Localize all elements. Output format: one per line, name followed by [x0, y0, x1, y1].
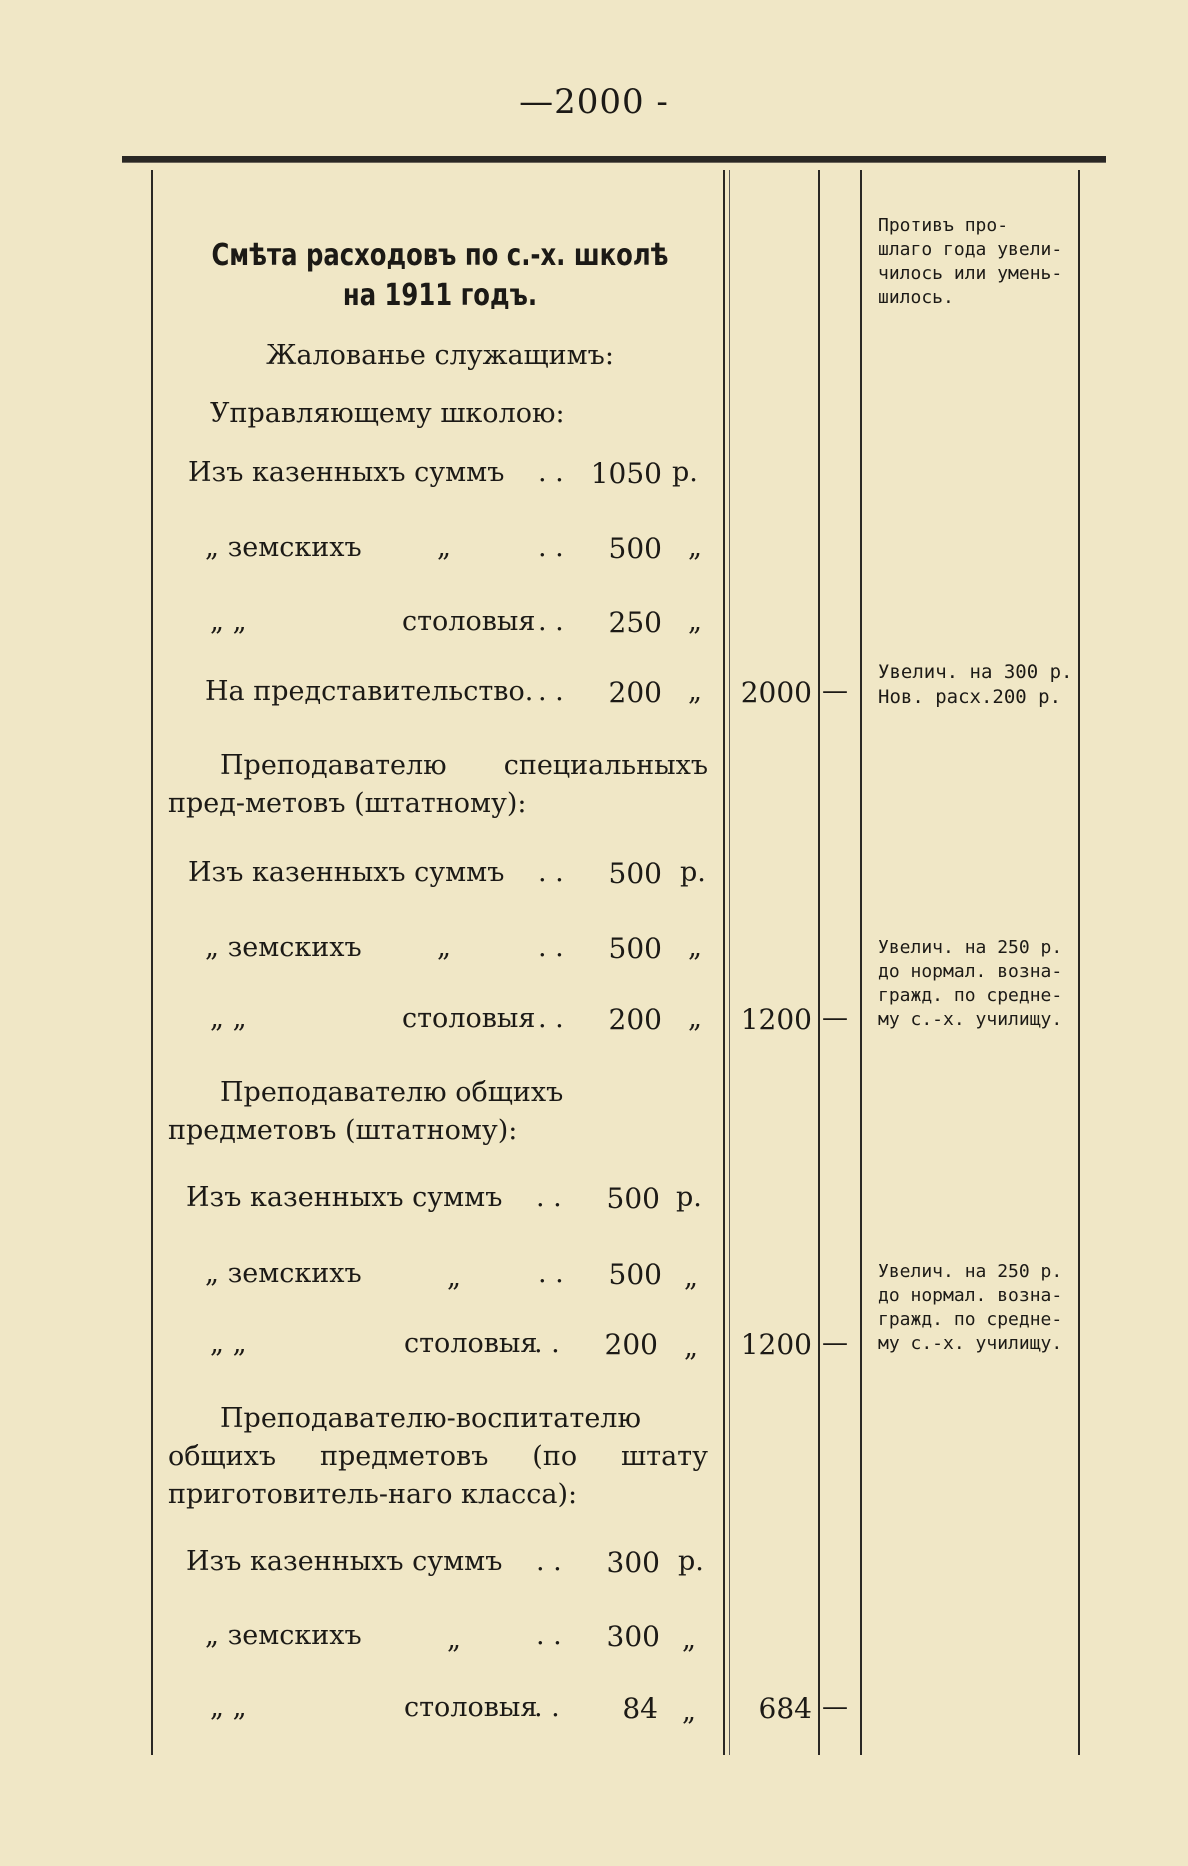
group-heading: Преподавателю общихъ предметовъ (штатному):: [168, 1077, 564, 1146]
row-label: „ „: [210, 1328, 247, 1359]
row-unit: р.: [680, 857, 706, 888]
row-label: „ „: [210, 606, 247, 637]
row-value: 300: [606, 1546, 660, 1579]
column-rule-dash-right: [860, 170, 862, 1755]
row-unit: „: [688, 932, 702, 963]
row-unit: р.: [676, 1182, 702, 1213]
row-label: „ „: [210, 1003, 247, 1034]
group-dash: —: [822, 676, 848, 706]
group-note: Увелич. на 300 р. Нов. расх.200 р.: [878, 661, 1073, 708]
row-dots: . .: [536, 1182, 562, 1213]
group-heading: Управляющему школою:: [210, 398, 565, 429]
column-rule-total-right: [818, 170, 820, 1755]
row-unit: „: [684, 1332, 698, 1363]
row-label: „ земскихъ: [205, 1258, 362, 1289]
row-value: 500: [608, 857, 662, 890]
row-unit: р.: [672, 457, 698, 488]
row-value: 500: [606, 1182, 660, 1215]
row-label: На представительство.: [205, 676, 534, 707]
row-label: Изъ казенныхъ суммъ: [188, 457, 505, 488]
group-dash: —: [822, 1003, 848, 1033]
row-value: 500: [608, 932, 662, 965]
row-dots: . .: [538, 457, 564, 488]
row-unit: р.: [678, 1546, 704, 1577]
row-value: 300: [606, 1620, 660, 1653]
row-label: „ земскихъ: [205, 532, 362, 563]
row-label: „ „: [210, 1692, 247, 1723]
row-dots: . .: [538, 932, 564, 963]
row-value: 250: [608, 606, 662, 639]
group-note: Увелич. на 250 р. до нормал. возна- гражд. по средне- му с.-х. училищу.: [878, 1261, 1063, 1354]
row-unit: „: [688, 532, 702, 563]
row-label: „ земскихъ: [205, 932, 362, 963]
group-dash: —: [822, 1328, 848, 1358]
row-dots: . .: [534, 1692, 560, 1723]
row-unit: „: [688, 676, 702, 707]
row-label: „ земскихъ: [205, 1620, 362, 1651]
row-ditto: „: [437, 932, 451, 963]
group-heading: Преподавателю специальныхъ пред-метовъ (штатному):: [168, 750, 708, 819]
row-dots: . .: [538, 857, 564, 888]
row-sub: столовыя: [404, 1328, 538, 1359]
row-value: 200: [608, 676, 662, 709]
row-unit: „: [684, 1262, 698, 1293]
row-value: 1050: [590, 457, 662, 490]
column-rule-text-right: [723, 170, 725, 1755]
row-ditto: „: [447, 1624, 461, 1655]
group-total: 2000: [740, 676, 812, 709]
group-total: 1200: [740, 1003, 812, 1036]
row-dots: . .: [538, 606, 564, 637]
row-unit: „: [688, 606, 702, 637]
row-dots: . .: [538, 676, 564, 707]
column-rule-left: [151, 170, 153, 1755]
group-note: Увелич. на 250 р. до нормал. возна- гражд. по средне- му с.-х. училищу.: [878, 937, 1063, 1030]
row-dots: . .: [536, 1546, 562, 1577]
row-unit: „: [688, 1003, 702, 1034]
note-column-header: Противъ про- шлаго года увели- чилось или умень- шилось.: [878, 215, 1063, 308]
header-rule: [122, 156, 1106, 163]
row-ditto: „: [437, 532, 451, 563]
row-value: 500: [608, 1258, 662, 1291]
group-dash: —: [822, 1692, 848, 1722]
title-line-1: Смѣта расходовъ по с.-х. школѣ: [211, 238, 669, 273]
row-sub: столовыя: [402, 1003, 536, 1034]
column-rule-text-right-inner: [729, 170, 730, 1755]
group-total: 1200: [740, 1328, 812, 1361]
row-dots: . .: [538, 1003, 564, 1034]
row-value: 200: [604, 1328, 658, 1361]
title-line-2: на 1911 годъ.: [342, 278, 538, 313]
row-label: Изъ казенныхъ суммъ: [186, 1546, 503, 1577]
row-dots: . .: [538, 1258, 564, 1289]
page-title: [188, 236, 692, 316]
row-value: 500: [608, 532, 662, 565]
row-label: Изъ казенныхъ суммъ: [186, 1182, 503, 1213]
group-total: 684: [758, 1692, 812, 1725]
section-salary-heading: Жалованье служащимъ:: [266, 340, 614, 371]
page-number: —2000 -: [519, 82, 669, 122]
row-dots: . .: [538, 532, 564, 563]
column-rule-notes-right: [1078, 170, 1080, 1755]
row-value: 200: [608, 1003, 662, 1036]
row-sub: столовыя: [404, 1692, 538, 1723]
row-dots: . .: [534, 1328, 560, 1359]
row-ditto: „: [447, 1262, 461, 1293]
row-unit: „: [682, 1624, 696, 1655]
group-heading: Преподавателю-воспитателю общихъ предметовъ (по штату приготовитель-наго класса):: [168, 1403, 708, 1510]
row-unit: „: [682, 1696, 696, 1727]
row-dots: . .: [536, 1620, 562, 1651]
row-label: Изъ казенныхъ суммъ: [188, 857, 505, 888]
row-value: 84: [622, 1692, 658, 1725]
row-sub: столовыя: [402, 606, 536, 637]
